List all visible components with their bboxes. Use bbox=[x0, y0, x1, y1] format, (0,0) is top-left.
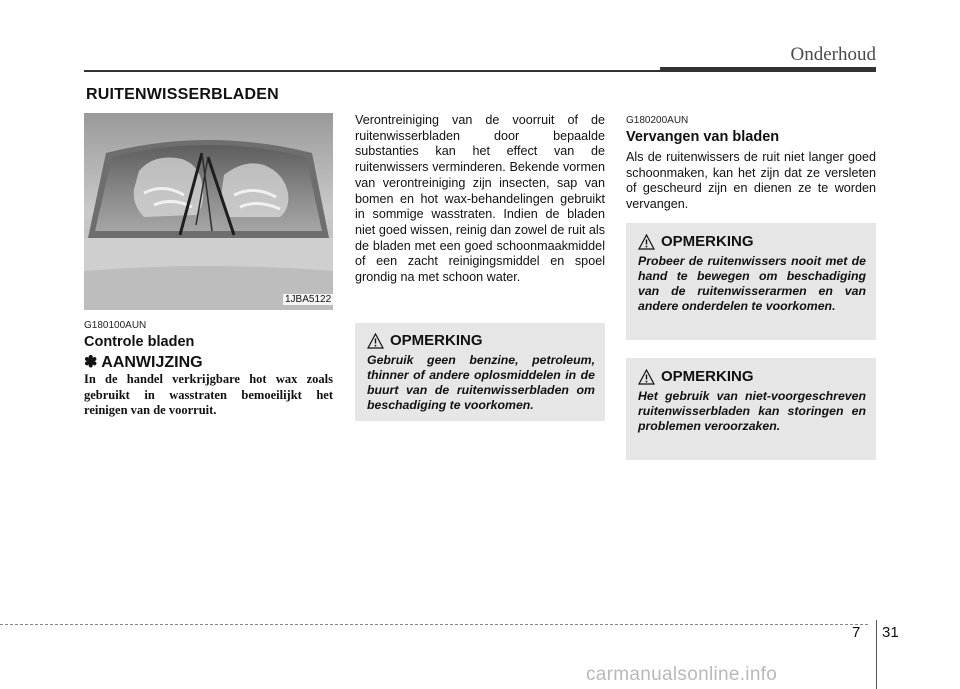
warning-title: OPMERKING bbox=[390, 332, 483, 349]
page-number: 31 bbox=[882, 624, 899, 641]
warning-text: Het gebruik van niet-voorgeschreven ruitenwisserbladen kan storingen en problemen veroorzaken. bbox=[638, 389, 866, 433]
header-rule-thick bbox=[660, 67, 876, 72]
section-code: G180100AUN bbox=[84, 320, 147, 331]
figure-label: 1JBA5122 bbox=[285, 294, 332, 305]
warning-triangle-icon bbox=[638, 369, 655, 385]
warning-box-blades bbox=[626, 358, 876, 460]
body-paragraph-replace: Als de ruitenwissers de ruit niet langer goed schoonmaken, kan het zijn dat ze versleten of gescheurd zijn en dienen ze te worden vervangen. bbox=[626, 150, 876, 212]
section-code-2: G180200AUN bbox=[626, 115, 689, 126]
footer-vertical-rule bbox=[876, 620, 877, 689]
section-title: RUITENWISSERBLADEN bbox=[86, 86, 279, 103]
header-rule bbox=[84, 70, 660, 72]
subheading-controle: Controle bladen bbox=[84, 334, 195, 350]
warning-title: OPMERKING bbox=[661, 233, 754, 250]
warning-text: Probeer de ruitenwissers nooit met de hand te bewegen om beschadiging van de ruitenwisserarmen en van andere onderdelen te voorkomen. bbox=[638, 254, 866, 313]
windshield-wiper-photo bbox=[84, 113, 333, 310]
warning-triangle-icon bbox=[367, 333, 384, 349]
warning-triangle-icon bbox=[638, 234, 655, 250]
warning-box-hand bbox=[626, 223, 876, 340]
subheading-vervangen: Vervangen van bladen bbox=[626, 129, 780, 145]
chapter-title: Onderhoud bbox=[790, 44, 876, 65]
note-heading: ✽ AANWIJZING bbox=[84, 354, 203, 371]
footer-divider bbox=[0, 624, 868, 625]
warning-text: Gebruik geen benzine, petroleum, thinner of andere oplosmiddelen in de buurt van de ruitenwisserbladen om beschadiging te voorkomen. bbox=[367, 353, 595, 412]
note-text: In de handel verkrijgbare hot wax zoals gebruikt in wasstraten bemoeilijkt het reinigen van de voorruit. bbox=[84, 372, 333, 417]
warning-title: OPMERKING bbox=[661, 368, 754, 385]
body-paragraph-contamination: Verontreiniging van de voorruit of de ruitenwisserbladen door bepaalde substanties kan het effect van de ruitenwissers verminderen. Bekende vormen van verontreiniging zijn insecten, sap van bomen en hot wax-behandelingen gebruikt in sommige wasstraten. Indien de bladen niet goed wissen, reinig dan zowel de ruit als de bladen met een goed schoonmaakmiddel of een zacht reinigingsmiddel en spoel grondig na met schoon water. bbox=[355, 113, 605, 285]
watermark: carmanualsonline.info bbox=[586, 664, 778, 685]
warning-box-solvents bbox=[355, 323, 605, 421]
chapter-number: 7 bbox=[852, 624, 861, 641]
